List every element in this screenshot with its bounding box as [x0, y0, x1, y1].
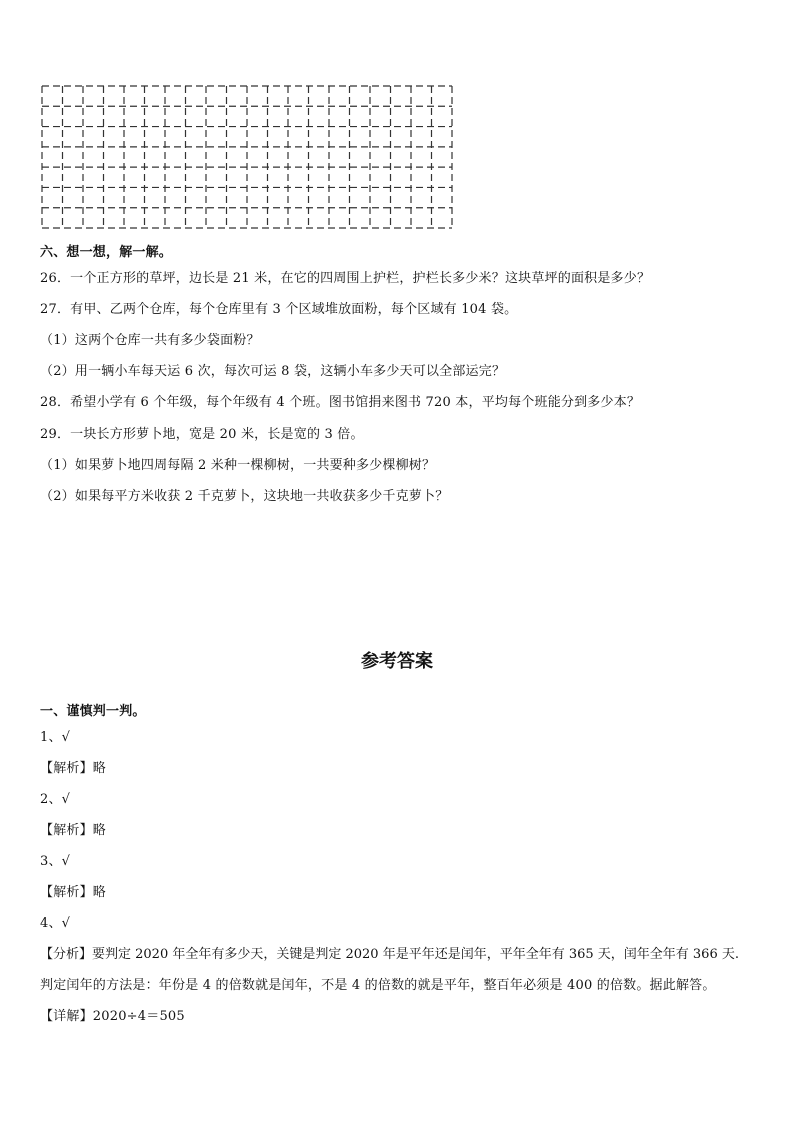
answer-2: 2、√	[40, 792, 71, 807]
question-27-part-2: （2）用一辆小车每天运 6 次，每次可运 8 袋，这辆小车多少天可以全部运完？	[40, 364, 506, 379]
answer-4: 4、√	[40, 916, 71, 931]
answers-title: 参考答案	[361, 651, 433, 672]
question-29-part-1: （1）如果萝卜地四周每隔 2 米种一棵柳树，一共要种多少棵柳树？	[40, 458, 436, 473]
question-29-part-2: （2）如果每平方米收获 2 千克萝卜，这块地一共收获多少千克萝卜？	[40, 489, 449, 504]
answer-4-detail: 【详解】2020÷4＝505	[40, 1009, 185, 1024]
question-26: 26．一个正方形的草坪，边长是 21 米，在它的四周围上护栏，护栏长多少米？这块草坪的面积是多少？	[40, 271, 651, 286]
answer-4-analysis-line-1: 【分析】要判定 2020 年全年有多少天，关键是判定 2020 年是平年还是闰年，平年全年有 365 天，闰年全年有 366 天.	[40, 947, 739, 962]
question-28: 28．希望小学有 6 个年级，每个年级有 4 个班。图书馆捐来图书 720 本，平均每个班能分到多少本？	[40, 395, 641, 410]
answer-1: 1、√	[40, 730, 71, 745]
question-29: 29．一块长方形萝卜地，宽是 20 米，长是宽的 3 倍。	[40, 427, 364, 442]
answer-3: 3、√	[40, 854, 71, 869]
answer-2-note: 【解析】略	[40, 823, 107, 838]
answer-3-note: 【解析】略	[40, 885, 107, 900]
dashed-grid	[40, 84, 454, 230]
question-27: 27．有甲、乙两个仓库，每个仓库里有 3 个区域堆放面粉，每个区域有 104 袋。	[40, 302, 518, 317]
question-27-part-1: （1）这两个仓库一共有多少袋面粉？	[40, 333, 260, 348]
section-six-heading: 六、想一想，解一解。	[40, 245, 173, 260]
answers-section-one-heading: 一、谨慎判一判。	[40, 704, 146, 719]
answer-1-note: 【解析】略	[40, 761, 107, 776]
answer-4-analysis-line-2: 判定闰年的方法是：年份是 4 的倍数就是闰年，不是 4 的倍数的就是平年，整百年必须是 400 的倍数。据此解答。	[40, 978, 716, 993]
